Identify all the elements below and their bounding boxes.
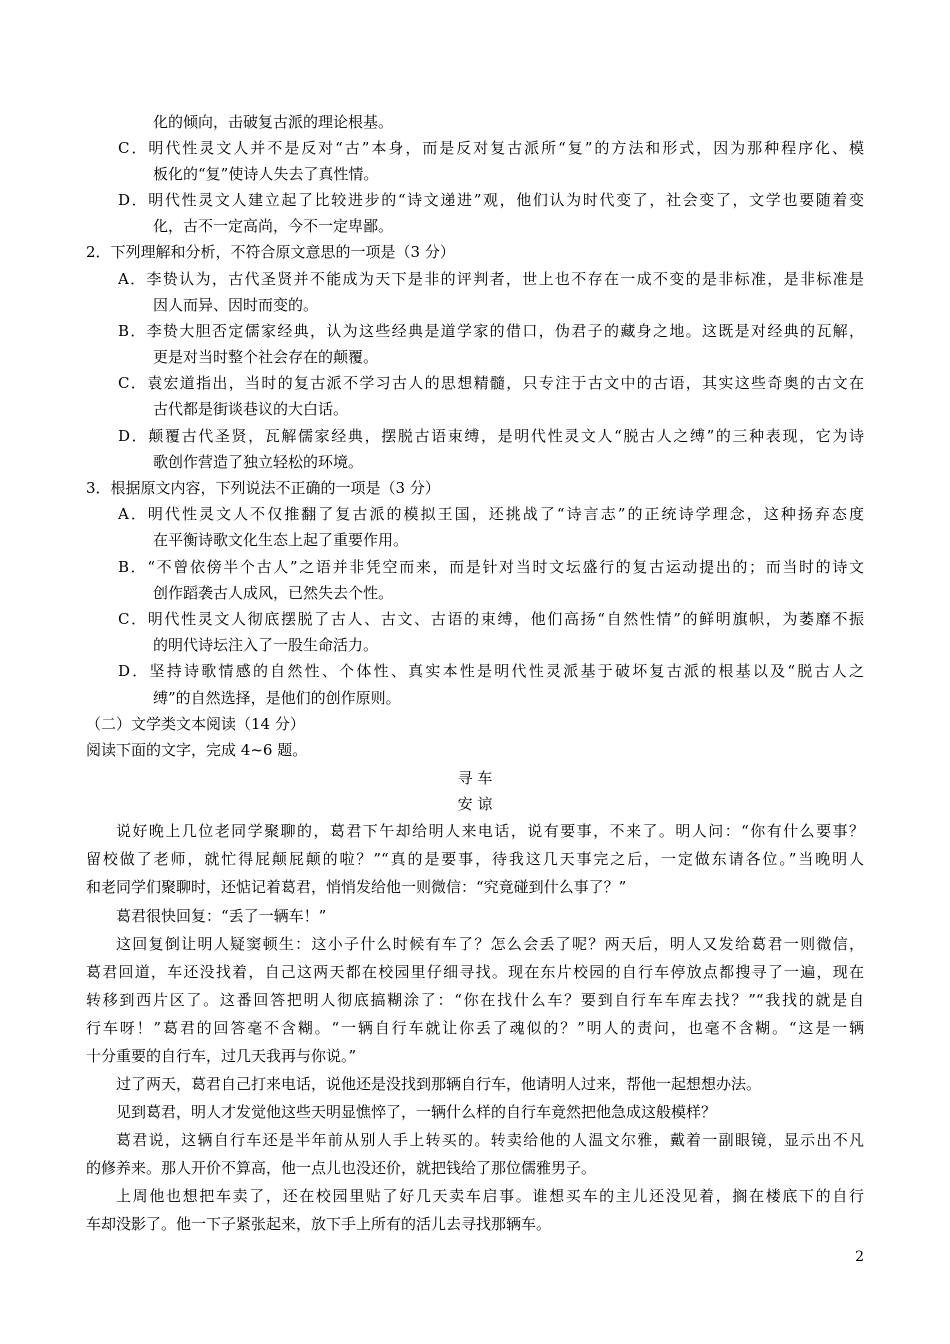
story-p1-line1: 说好晚上几位老同学聚聊的，葛君下午却给明人来电话，说有要事，不来了。明人问：“你有什么要事？ bbox=[116, 822, 864, 840]
q3-option-b-line2: 创作蹈袭古人成风，已然失去个性。 bbox=[153, 584, 394, 602]
story-p3-line3: 转移到西片区了。这番回答把明人彻底搞糊涂了：“你在找什么车？要到自行车车库去找？”“我找的就是自 bbox=[86, 991, 864, 1009]
q3-option-c-line2: 的明代诗坛注入了一股生命活力。 bbox=[153, 636, 379, 654]
q3-option-c-line1: C．明代性灵文人彻底摆脱了古人、古文、古语的束缚，他们高扬“自然性情”的鲜明旗帜，为萎靡不振 bbox=[118, 610, 864, 628]
q2-stem: 2．下列理解和分析，不符合原文意思的一项是（3 分） bbox=[86, 243, 455, 261]
story-author: 安 谅 bbox=[457, 795, 493, 813]
q1-option-c-line2: 板化的“复”使诗人失去了真性情。 bbox=[153, 165, 379, 183]
q3-option-b-line1: B．“不曾依傍半个古人”之语并非凭空而来，而是针对当时文坛盛行的复古运动提出的；而当时的诗文 bbox=[118, 558, 864, 576]
story-p4: 过了两天，葛君自己打来电话，说他还是没找到那辆自行车，他请明人过来，帮他一起想想办法。 bbox=[116, 1075, 762, 1093]
q2-option-a-line1: A．李贽认为，古代圣贤并不能成为天下是非的评判者，世上也不存在一成不变的是非标准，是非标准是 bbox=[118, 270, 864, 288]
section2-instruction: 阅读下面的文字，完成 4~6 题。 bbox=[86, 741, 308, 759]
story-p6-line1: 葛君说，这辆自行车还是半年前从别人手上转买的。转卖给他的人温文尔雅，戴着一副眼镜，显示出不凡 bbox=[116, 1131, 864, 1149]
story-p7-line2: 车却没影了。他一下子紧张起来，放下手上所有的活儿去寻找那辆车。 bbox=[86, 1215, 552, 1233]
q2-option-c-line1: C．袁宏道指出，当时的复古派不学习古人的思想精髓，只专注于古文中的古语，其实这些奇奥的古文在 bbox=[118, 374, 864, 392]
story-p3-line4: 行车呀！”葛君的回答毫不含糊。“一辆自行车就让你丢了魂似的？”明人的责问，也毫不含糊。“这是一辆 bbox=[86, 1019, 864, 1037]
q1-option-c-line1: C．明代性灵文人并不是反对“古”本身，而是反对复古派所“复”的方法和形式，因为那种程序化、模 bbox=[118, 139, 864, 157]
story-title: 寻 车 bbox=[457, 769, 493, 787]
section2-heading: （二）文学类文本阅读（14 分） bbox=[86, 715, 305, 733]
story-p3-line2: 葛君回道，车还没找着，自己这两天都在校园里仔细寻找。现在东片校园的自行车停放点都搜寻了一遍，现在 bbox=[86, 963, 864, 981]
story-p7-line1: 上周他也想把车卖了，还在校园里贴了好几天卖车启事。谁想买车的主儿还没见着，搁在楼底下的自行 bbox=[116, 1187, 864, 1205]
q3-option-a-line1: A．明代性灵文人不仅推翻了复古派的模拟王国，还挑战了“诗言志”的正统诗学理念，这种扬弃态度 bbox=[118, 505, 864, 523]
q3-option-d-line1: D．坚持诗歌情感的自然性、个体性、真实本性是明代性灵派基于破坏复古派的根基以及“脱古人之 bbox=[118, 662, 864, 680]
story-p5: 见到葛君，明人才发觉他这些天明显憔悴了，一辆什么样的自行车竟然把他急成这般模样？ bbox=[116, 1103, 717, 1121]
q1-option-b-continuation: 化的倾向，击破复古派的理论根基。 bbox=[153, 113, 394, 131]
q2-option-d-line1: D．颠覆古代圣贤，瓦解儒家经典，摆脱古语束缚，是明代性灵文人“脱古人之缚”的三种表现，它为诗 bbox=[118, 427, 864, 445]
q3-option-a-line2: 在平衡诗歌文化生态上起了重要作用。 bbox=[153, 531, 409, 549]
story-p1-line2: 留校做了老师，就忙得屁颠屁颠的啦？”“真的是要事，待我这几天事完之后，一定做东请各位。”当晚明人 bbox=[86, 850, 864, 868]
story-p6-line2: 的修养来。那人开价不算高，他一点儿也没还价，就把钱给了那位儒雅男子。 bbox=[86, 1159, 597, 1177]
q2-option-b-line1: B．李贽大胆否定儒家经典，认为这些经典是道学家的借口，伪君子的藏身之地。这既是对经典的瓦解， bbox=[118, 322, 864, 340]
page-number: 2 bbox=[855, 1249, 864, 1265]
q3-stem: 3．根据原文内容，下列说法不正确的一项是（3 分） bbox=[86, 479, 440, 497]
q1-option-d-line2: 化，古不一定高尚，今不一定卑鄙。 bbox=[153, 217, 394, 235]
story-p2: 葛君很快回复：“丢了一辆车！” bbox=[116, 907, 327, 925]
q2-option-c-line2: 古代都是街谈巷议的大白话。 bbox=[153, 400, 349, 418]
q2-option-b-line2: 更是对当时整个社会存在的颠覆。 bbox=[153, 348, 379, 366]
q2-option-a-line2: 因人而异、因时而变的。 bbox=[153, 296, 319, 314]
q2-option-d-line2: 歌创作营造了独立轻松的环境。 bbox=[153, 453, 364, 471]
story-p1-line3: 和老同学们聚聊时，还惦记着葛君，悄悄发给他一则微信：“究竟碰到什么事了？” bbox=[86, 878, 627, 896]
q1-option-d-line1: D．明代性灵文人建立起了比较进步的“诗文递进”观，他们认为时代变了，社会变了，文学也要随着变 bbox=[118, 191, 864, 209]
story-p3-line1: 这回复倒让明人疑窦顿生：这小子什么时候有车了？怎么会丢了呢？两天后，明人又发给葛君一则微信， bbox=[116, 935, 864, 953]
story-p3-line5: 十分重要的自行车，过几天我再与你说。” bbox=[86, 1047, 357, 1065]
q3-option-d-line2: 缚”的自然选择，是他们的创作原则。 bbox=[153, 689, 401, 707]
